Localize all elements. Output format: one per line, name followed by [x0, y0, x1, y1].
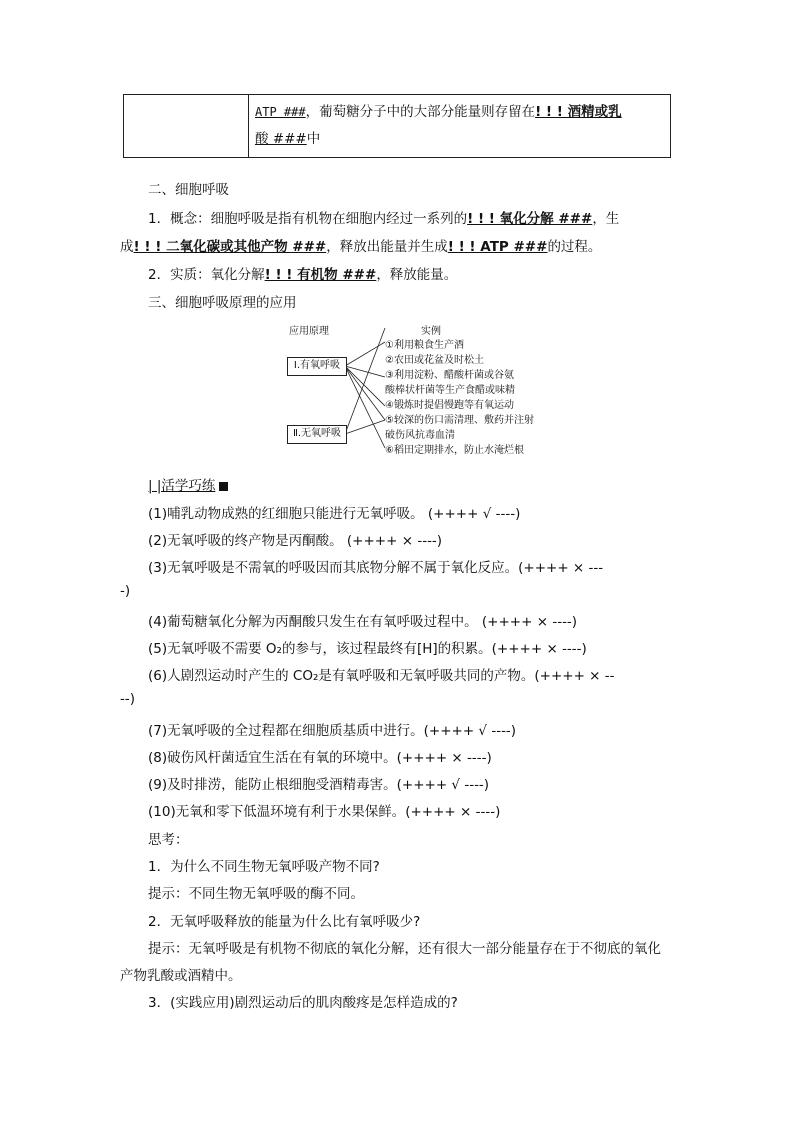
practice-item-cont: --) — [120, 691, 136, 707]
answer-2-line1: 提示：无氧呼吸是有机物不彻底的氧化分解，还有很大一部分能量存在于不彻底的氧化 — [148, 941, 661, 957]
practice-item: (3)无氧呼吸是不需氧的呼吸因而其底物分解不属于氧化反应。(++++ × --- — [148, 560, 604, 576]
practice-item: (6)人剧烈运动时产生的 CO₂是有氧呼吸和无氧呼吸共同的产物。(++++ × -- — [148, 668, 615, 684]
table-text: ，葡萄糖分子中的大部分能量则存留在 — [305, 104, 536, 120]
link-2-1 — [345, 328, 385, 434]
concept-line1 — [148, 207, 619, 227]
example-3b: 酸棒状杆菌等生产食醋或味精 — [385, 385, 515, 396]
practice-item: (9)及时排涝，能防止根细胞受酒精毒害。(++++ √ ----) — [148, 777, 490, 793]
link-1-4 — [345, 366, 385, 406]
concept-text-cont: ，生 — [592, 211, 620, 227]
concept-text: ，释放出能量并生成 — [326, 239, 448, 255]
answer-1: 提示：不同生物无氧呼吸的酶不同。 — [148, 886, 364, 902]
table-content-cell — [249, 95, 671, 158]
blank-oxidation: ! ! ! 氧化分解 ### — [467, 211, 593, 227]
section2-heading: 二、细胞呼吸 — [148, 182, 229, 198]
thinking-label: 思考： — [148, 832, 189, 848]
example-5a: ⑤较深的伤口需清理、敷药并注射 — [385, 415, 534, 426]
link-2-5 — [345, 420, 385, 434]
answer-2-line2: 产物乳酸或酒精中。 — [120, 968, 242, 984]
practice-title-text: | |活学巧练 — [148, 478, 216, 494]
concept-line2 — [120, 235, 601, 255]
blank-co2: ! ! ! 二氧化碳或其他产物 ### — [133, 239, 327, 255]
practice-item: (7)无氧呼吸的全过程都在细胞质基质中进行。(++++ √ ----) — [148, 723, 517, 739]
link-1-2 — [345, 342, 385, 366]
blank-organic: ! ! ! 有机物 ### — [264, 267, 377, 283]
practice-item: (10)无氧和零下低温环境有利于水果保鲜。(++++ × ----) — [148, 804, 501, 820]
example-4: ④锻炼时提倡慢跑等有氧运动 — [385, 400, 514, 411]
blank-atp: ATP ### — [255, 105, 306, 119]
concept-text: 1．概念：细胞呼吸是指有机物在细胞内经过一系列的 — [148, 211, 468, 227]
question-2: 2．无氧呼吸释放的能量为什么比有氧呼吸少? — [148, 914, 421, 930]
table-empty-cell — [124, 95, 249, 158]
question-3: 3．(实践应用)剧烈运动后的肌肉酸疼是怎样造成的? — [148, 995, 458, 1011]
question-1: 1．为什么不同生物无氧呼吸产物不同? — [148, 859, 380, 875]
application-diagram — [285, 320, 555, 460]
blank-atp2: ! ! ! ATP ### — [447, 239, 548, 255]
practice-item: (2)无氧呼吸的终产物是丙酮酸。 (++++ × ----) — [148, 533, 443, 549]
example-6: ⑥稻田定期排水，防止水淹烂根 — [385, 445, 524, 456]
blank-lactic: 酸 ### — [255, 131, 307, 147]
blank-alcohol — [535, 104, 622, 120]
example-1: ①利用粮食生产酒 — [385, 340, 464, 351]
essence-line — [148, 263, 457, 283]
practice-item: (1)哺乳动物成熟的红细胞只能进行无氧呼吸。 (++++ √ ----) — [148, 506, 521, 522]
practice-item: (5)无氧呼吸不需要 O₂的参与，该过程最终有[H]的积累。(++++ × ----) — [148, 641, 587, 657]
practice-title — [148, 474, 228, 494]
practice-item: (4)葡萄糖氧化分解为丙酮酸只发生在有氧呼吸过程中。 (++++ × ----) — [148, 614, 578, 630]
box-anaerobic: Ⅱ.无氧呼吸 — [287, 425, 347, 444]
box-aerobic: Ⅰ.有氧呼吸 — [287, 357, 347, 376]
header-principle: 应用原理 — [289, 326, 329, 337]
example-2: ②农田或花盆及时松土 — [385, 355, 484, 366]
link-1-6 — [345, 366, 385, 448]
essence-text-end: ，释放能量。 — [376, 267, 458, 283]
practice-item-cont: -) — [120, 583, 131, 599]
header-example: 实例 — [421, 326, 441, 337]
example-3a: ③利用淀粉、醋酸杆菌或谷氨 — [385, 370, 514, 381]
table-text-end: 中 — [306, 131, 321, 147]
answer-table — [123, 94, 671, 158]
square-icon — [219, 482, 228, 491]
practice-item: (8)破伤风杆菌适宜生活在有氧的环境中。(++++ × ----) — [148, 750, 492, 766]
section3-heading: 三、细胞呼吸原理的应用 — [148, 295, 297, 311]
concept-text: 成 — [120, 239, 134, 255]
link-1-5 — [345, 366, 385, 420]
concept-text: 的过程。 — [547, 239, 602, 255]
blank-marker: ! ! ! 酒精或乳 — [535, 104, 622, 120]
essence-text: 2．实质：氧化分解 — [148, 267, 265, 283]
example-5b: 破伤风抗毒血清 — [385, 430, 455, 441]
